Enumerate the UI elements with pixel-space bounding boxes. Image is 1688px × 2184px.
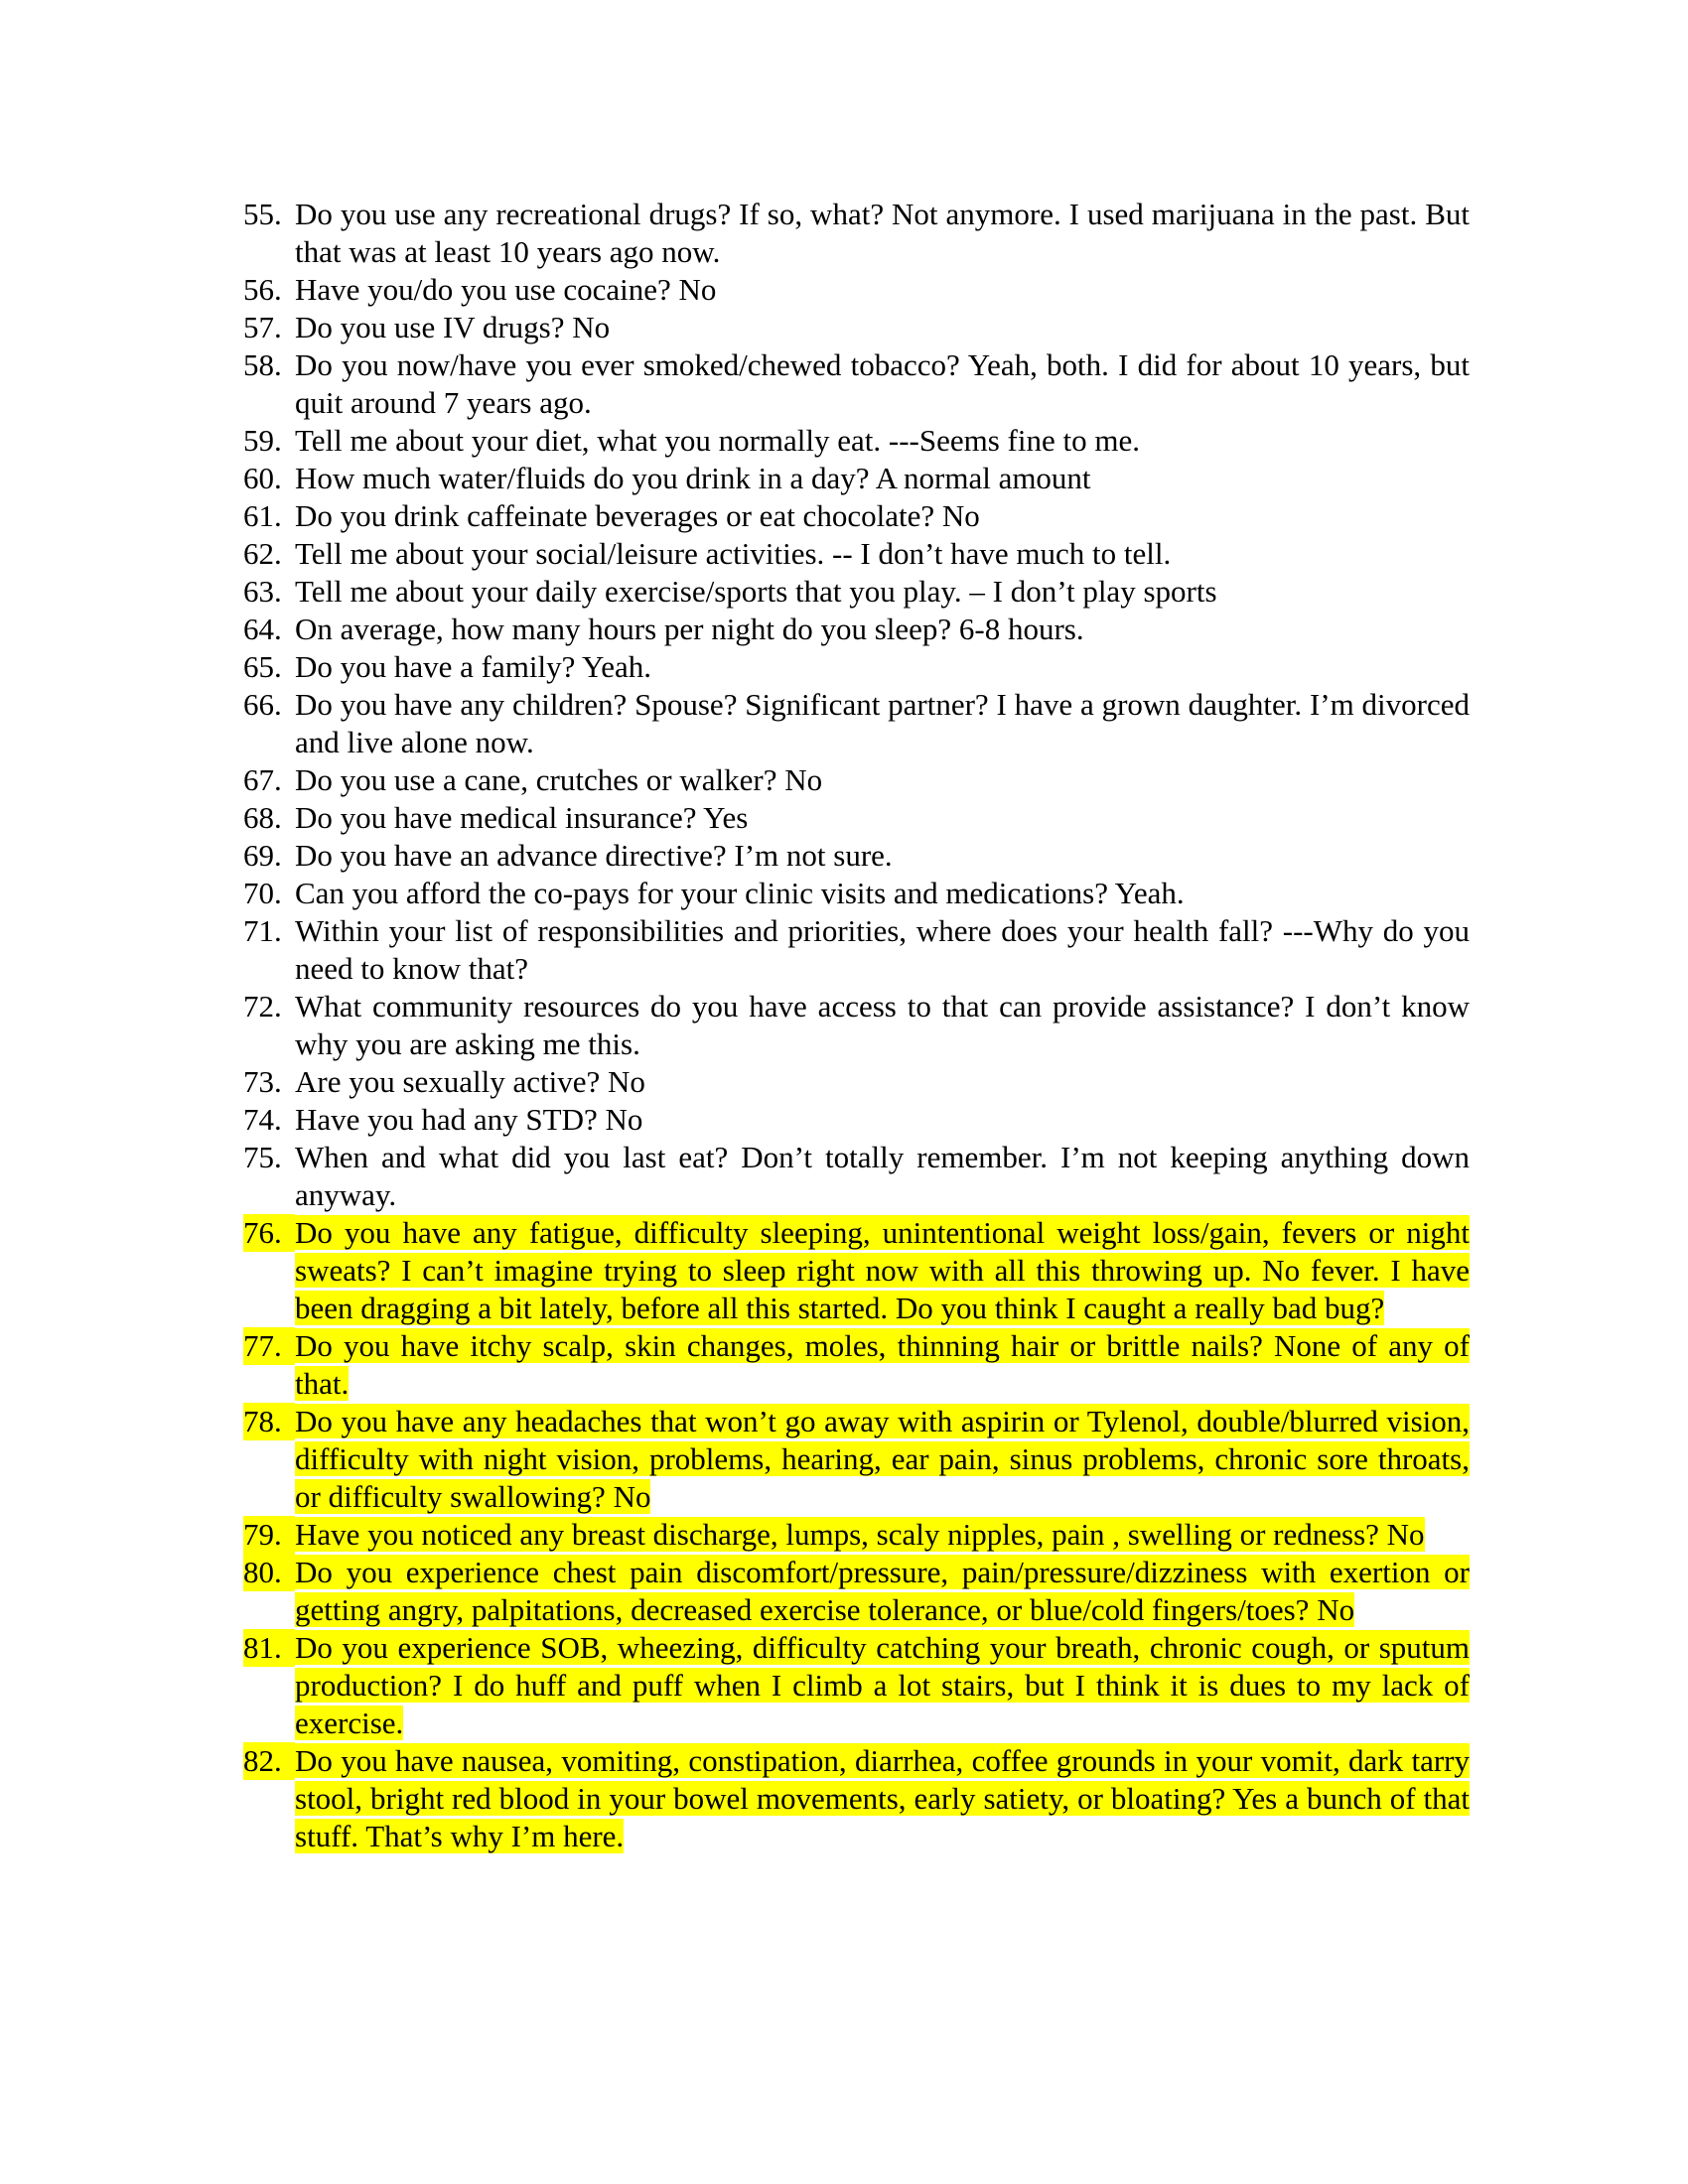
item-text: Do you have any children? Spouse? Significant partner? I have a grown daughter. I’m divorced and live alone now. xyxy=(295,687,1470,759)
item-text: What community resources do you have access to that can provide assistance? I don’t know why you are asking me this. xyxy=(295,989,1470,1061)
item-text: Do you use IV drugs? No xyxy=(295,310,611,344)
list-item-79 xyxy=(243,1516,1470,1554)
item-number: 60. xyxy=(243,461,282,495)
item-number: 61. xyxy=(243,498,282,533)
item-text: Have you/do you use cocaine? No xyxy=(295,272,717,307)
item-number: 74. xyxy=(243,1102,282,1137)
list-item-61 xyxy=(243,497,1470,535)
item-number: 63. xyxy=(243,574,282,609)
item-number: 67. xyxy=(243,762,282,797)
item-number: 71. xyxy=(243,913,282,948)
list-item-82 xyxy=(243,1742,1470,1855)
item-number: 79. xyxy=(243,1516,295,1554)
item-text: Do you drink caffeinate beverages or eat chocolate? No xyxy=(295,498,980,533)
item-number: 73. xyxy=(243,1064,282,1099)
item-number: 56. xyxy=(243,272,282,307)
item-text: Can you afford the co-pays for your clinic visits and medications? Yeah. xyxy=(295,876,1185,910)
list-item-64 xyxy=(243,611,1470,648)
item-text: Do you experience SOB, wheezing, difficulty catching your breath, chronic cough, or sputum production? I do huff and puff when I climb a lot stairs, but I think it is dues to my lack of exercise. xyxy=(295,1630,1470,1740)
list-item-59 xyxy=(243,422,1470,460)
item-number: 59. xyxy=(243,423,282,458)
list-item-62 xyxy=(243,535,1470,573)
list-item-70 xyxy=(243,875,1470,912)
item-text: Do you have medical insurance? Yes xyxy=(295,800,749,835)
list-item-80 xyxy=(243,1554,1470,1629)
list-item-75 xyxy=(243,1139,1470,1214)
list-item-68 xyxy=(243,799,1470,837)
item-number: 70. xyxy=(243,876,282,910)
item-text: Tell me about your daily exercise/sports that you play. – I don’t play sports xyxy=(295,574,1217,609)
item-number: 72. xyxy=(243,989,282,1024)
item-number: 68. xyxy=(243,800,282,835)
item-number: 69. xyxy=(243,838,282,873)
item-text: When and what did you last eat? Don’t totally remember. I’m not keeping anything down anyway. xyxy=(295,1140,1470,1212)
list-item-69 xyxy=(243,837,1470,875)
item-text: Do you use any recreational drugs? If so, what? Not anymore. I used marijuana in the past. But that was at least 10 years ago now. xyxy=(295,197,1470,269)
item-text: Do you experience chest pain discomfort/pressure, pain/pressure/dizziness with exertion or getting angry, palpitations, decreased exercise tolerance, or blue/cold fingers/toes? No xyxy=(295,1555,1470,1627)
item-number: 65. xyxy=(243,649,282,684)
list-item-65 xyxy=(243,648,1470,686)
list-item-63 xyxy=(243,573,1470,611)
item-text: Do you have any headaches that won’t go away with aspirin or Tylenol, double/blurred vision, difficulty with night vision, problems, hearing, ear pain, sinus problems, chronic sore throats, or difficulty swallowing? No xyxy=(295,1404,1470,1514)
list-item-55 xyxy=(243,196,1470,271)
item-text: Within your list of responsibilities and priorities, where does your health fall? ---Why do you need to know that? xyxy=(295,913,1470,986)
item-number: 66. xyxy=(243,687,282,722)
item-number: 77. xyxy=(243,1327,295,1365)
item-text: Do you have itchy scalp, skin changes, moles, thinning hair or brittle nails? None of any of that. xyxy=(295,1328,1470,1401)
item-text: Do you have an advance directive? I’m not sure. xyxy=(295,838,893,873)
item-number: 62. xyxy=(243,536,282,571)
list-item-56 xyxy=(243,271,1470,309)
list-item-77 xyxy=(243,1327,1470,1403)
list-item-78 xyxy=(243,1403,1470,1516)
item-number: 75. xyxy=(243,1140,282,1174)
list-item-81 xyxy=(243,1629,1470,1742)
list-item-66 xyxy=(243,686,1470,761)
item-text: Do you now/have you ever smoked/chewed tobacco? Yeah, both. I did for about 10 years, but quit around 7 years ago. xyxy=(295,347,1470,420)
list-item-57 xyxy=(243,309,1470,346)
item-text: Do you have a family? Yeah. xyxy=(295,649,651,684)
item-number: 81. xyxy=(243,1629,295,1667)
list-item-60 xyxy=(243,460,1470,497)
item-number: 76. xyxy=(243,1214,295,1252)
item-text: Tell me about your diet, what you normally eat. ---Seems fine to me. xyxy=(295,423,1140,458)
list-item-74 xyxy=(243,1101,1470,1139)
item-text: Have you had any STD? No xyxy=(295,1102,643,1137)
item-text: Tell me about your social/leisure activities. -- I don’t have much to tell. xyxy=(295,536,1172,571)
item-number: 55. xyxy=(243,197,282,231)
item-number: 82. xyxy=(243,1742,295,1780)
item-text: Do you have nausea, vomiting, constipation, diarrhea, coffee grounds in your vomit, dark tarry stool, bright red blood in your bowel movements, early satiety, or bloating? Yes a bunch of that stuff. That’s why I’m here. xyxy=(295,1743,1470,1853)
list-item-73 xyxy=(243,1063,1470,1101)
item-text: Do you use a cane, crutches or walker? No xyxy=(295,762,823,797)
list-item-76 xyxy=(243,1214,1470,1327)
item-number: 78. xyxy=(243,1403,295,1440)
list-item-67 xyxy=(243,761,1470,799)
item-number: 64. xyxy=(243,612,282,646)
question-list xyxy=(243,196,1470,1855)
list-item-71 xyxy=(243,912,1470,988)
item-number: 57. xyxy=(243,310,282,344)
item-text: Are you sexually active? No xyxy=(295,1064,645,1099)
item-text: How much water/fluids do you drink in a day? A normal amount xyxy=(295,461,1091,495)
item-text: Have you noticed any breast discharge, lumps, scaly nipples, pain , swelling or redness? No xyxy=(295,1517,1425,1552)
item-number: 80. xyxy=(243,1554,295,1591)
item-number: 58. xyxy=(243,347,282,382)
list-item-72 xyxy=(243,988,1470,1063)
item-text: Do you have any fatigue, difficulty sleeping, unintentional weight loss/gain, fevers or night sweats? I can’t imagine trying to sleep right now with all this throwing up. No fever. I have been dragging a bit lately, before all this started. Do you think I caught a really bad bug? xyxy=(295,1215,1470,1325)
item-text: On average, how many hours per night do you sleep? 6-8 hours. xyxy=(295,612,1084,646)
list-item-58 xyxy=(243,346,1470,422)
